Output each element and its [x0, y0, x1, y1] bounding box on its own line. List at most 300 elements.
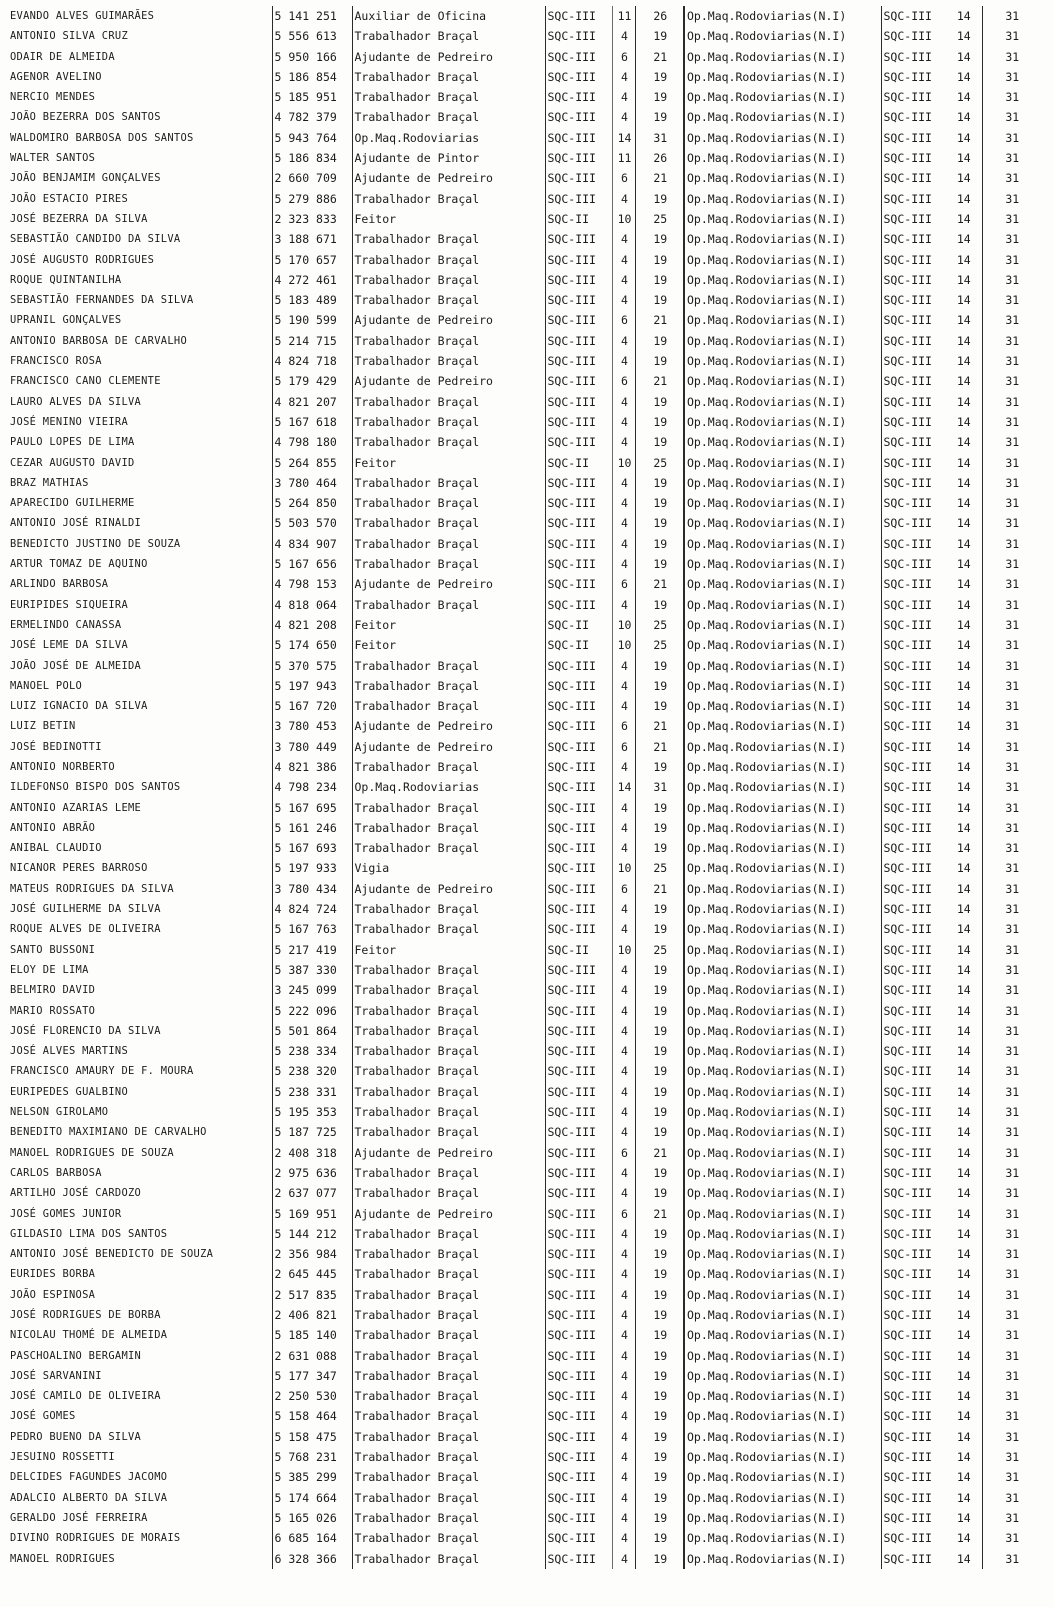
- current-grade-cell: 19: [635, 980, 684, 1000]
- new-position-cell: Op.Maq.Rodoviarias(N.I): [684, 371, 881, 391]
- new-grade-cell: 31: [982, 777, 1040, 797]
- registration-number-cell: 5 264 850: [272, 493, 352, 513]
- new-reference-cell: SQC-III: [881, 513, 944, 533]
- registration-number-cell: 6 328 366: [272, 1549, 352, 1569]
- current-grade-cell: 25: [635, 453, 684, 473]
- new-grade-cell: 31: [982, 209, 1040, 229]
- new-level-cell: 14: [956, 841, 971, 856]
- new-level-cell: 14: [956, 1145, 971, 1160]
- table-row: [8, 250, 1040, 270]
- employee-name-cell: WALTER SANTOS: [10, 152, 96, 165]
- employee-name-cell: JOSÉ RODRIGUES DE BORBA: [10, 1309, 161, 1321]
- new-position-cell: Op.Maq.Rodoviarias(N.I): [684, 331, 881, 351]
- current-level-cell: 4: [612, 392, 635, 412]
- current-position-cell: Ajudante de Pedreiro: [352, 737, 545, 757]
- new-grade-cell: 31: [982, 473, 1040, 493]
- registration-number-cell: 5 950 166: [272, 47, 352, 67]
- employee-name-cell: JOSÉ BEZERRA DA SILVA: [10, 212, 148, 225]
- registration-number-cell: 5 174 650: [272, 635, 352, 655]
- employee-name-cell: ANTONIO ABRÃO: [10, 821, 96, 834]
- personnel-table-body: [8, 6, 1040, 1569]
- new-position-cell: Op.Maq.Rodoviarias(N.I): [684, 250, 881, 270]
- new-position-cell: Op.Maq.Rodoviarias(N.I): [684, 67, 881, 87]
- new-grade-cell: 31: [982, 331, 1040, 351]
- current-reference-cell: SQC-III: [545, 554, 612, 574]
- new-grade-cell: 31: [982, 1508, 1040, 1528]
- current-level-cell: 4: [612, 1346, 635, 1366]
- current-reference-cell: SQC-III: [545, 168, 612, 188]
- new-level-cell: 14: [956, 1348, 971, 1363]
- current-level-cell: 4: [612, 1061, 635, 1081]
- current-grade-cell: 19: [635, 1082, 684, 1102]
- current-reference-cell: SQC-III: [545, 47, 612, 67]
- new-grade-cell: 31: [982, 1143, 1040, 1163]
- current-level-cell: 4: [612, 899, 635, 919]
- employee-name-cell: LUIZ BETIN: [10, 720, 76, 733]
- table-row: [8, 1163, 1040, 1183]
- registration-number-cell: 5 556 613: [272, 26, 352, 46]
- new-reference-cell: SQC-III: [881, 595, 944, 615]
- current-grade-cell: 19: [635, 513, 684, 533]
- employee-name-cell: JOSÉ FLORENCIO DA SILVA: [10, 1024, 161, 1037]
- new-level-cell: 14: [956, 638, 971, 653]
- current-level-cell: 4: [612, 1427, 635, 1447]
- current-reference-cell: SQC-II: [545, 615, 612, 635]
- registration-number-cell: 5 279 886: [272, 189, 352, 209]
- new-level-cell: 14: [956, 1125, 971, 1140]
- new-grade-cell: 31: [982, 1406, 1040, 1426]
- current-position-cell: Trabalhador Braçal: [352, 1488, 545, 1508]
- current-level-cell: 6: [612, 168, 635, 188]
- employee-name-cell: ANTONIO JOSÉ RINALDI: [10, 517, 142, 530]
- employee-name-cell: JOÃO ESTACIO PIRES: [10, 192, 129, 205]
- current-position-cell: Trabalhador Braçal: [352, 838, 545, 858]
- registration-number-cell: 4 821 208: [272, 615, 352, 635]
- new-position-cell: Op.Maq.Rodoviarias(N.I): [684, 1508, 881, 1528]
- new-reference-cell: SQC-III: [881, 270, 944, 290]
- new-reference-cell: SQC-III: [881, 696, 944, 716]
- current-reference-cell: SQC-III: [545, 1427, 612, 1447]
- current-level-cell: 4: [612, 1488, 635, 1508]
- table-row: [8, 209, 1040, 229]
- new-level-cell: 14: [956, 1510, 971, 1525]
- new-reference-cell: SQC-III: [881, 1041, 944, 1061]
- current-level-cell: 4: [612, 270, 635, 290]
- current-reference-cell: SQC-III: [545, 1285, 612, 1305]
- registration-number-cell: 4 272 461: [272, 270, 352, 290]
- table-row: [8, 858, 1040, 878]
- new-level-cell: 14: [956, 1267, 971, 1282]
- registration-number-cell: 4 821 207: [272, 392, 352, 412]
- current-grade-cell: 25: [635, 635, 684, 655]
- current-grade-cell: 19: [635, 1061, 684, 1081]
- registration-number-cell: 5 174 664: [272, 1488, 352, 1508]
- current-grade-cell: 19: [635, 960, 684, 980]
- table-row: [8, 1021, 1040, 1041]
- current-level-cell: 4: [612, 1447, 635, 1467]
- new-position-cell: Op.Maq.Rodoviarias(N.I): [684, 1386, 881, 1406]
- new-reference-cell: SQC-III: [881, 1183, 944, 1203]
- new-reference-cell: SQC-III: [881, 1001, 944, 1021]
- new-reference-cell: SQC-III: [881, 1244, 944, 1264]
- new-grade-cell: 31: [982, 351, 1040, 371]
- new-reference-cell: SQC-III: [881, 47, 944, 67]
- table-row: [8, 696, 1040, 716]
- current-position-cell: Ajudante de Pedreiro: [352, 310, 545, 330]
- employee-name-cell: LAURO ALVES DA SILVA: [10, 395, 142, 408]
- new-grade-cell: 31: [982, 493, 1040, 513]
- new-reference-cell: SQC-III: [881, 1264, 944, 1284]
- registration-number-cell: 2 645 445: [272, 1264, 352, 1284]
- table-row: [8, 1143, 1040, 1163]
- employee-name-cell: BENEDITO MAXIMIANO DE CARVALHO: [10, 1126, 207, 1139]
- current-grade-cell: 21: [635, 310, 684, 330]
- employee-name-cell: NERCIO MENDES: [10, 91, 96, 104]
- new-reference-cell: SQC-III: [881, 1488, 944, 1508]
- new-grade-cell: 31: [982, 574, 1040, 594]
- employee-name-cell: FRANCISCO ROSA: [10, 355, 102, 368]
- current-grade-cell: 26: [635, 6, 684, 26]
- table-row: [8, 1406, 1040, 1426]
- table-row: [8, 1001, 1040, 1021]
- new-grade-cell: 31: [982, 1041, 1040, 1061]
- new-level-cell: 14: [956, 962, 971, 977]
- employee-name-cell: DIVINO RODRIGUES DE MORAIS: [10, 1532, 181, 1545]
- current-grade-cell: 19: [635, 1001, 684, 1021]
- current-grade-cell: 19: [635, 1549, 684, 1569]
- current-level-cell: 4: [612, 1386, 635, 1406]
- current-position-cell: Trabalhador Braçal: [352, 26, 545, 46]
- current-position-cell: Trabalhador Braçal: [352, 899, 545, 919]
- table-row: [8, 777, 1040, 797]
- table-row: [8, 879, 1040, 899]
- registration-number-cell: 5 190 599: [272, 310, 352, 330]
- current-level-cell: 4: [612, 1001, 635, 1021]
- employee-name-cell: JOÃO JOSÉ DE ALMEIDA: [10, 659, 142, 672]
- new-level-cell: 14: [956, 942, 971, 957]
- new-position-cell: Op.Maq.Rodoviarias(N.I): [684, 87, 881, 107]
- current-grade-cell: 19: [635, 331, 684, 351]
- current-grade-cell: 19: [635, 1305, 684, 1325]
- current-position-cell: Op.Maq.Rodoviarias: [352, 128, 545, 148]
- new-level-cell: 14: [956, 516, 971, 531]
- new-position-cell: Op.Maq.Rodoviarias(N.I): [684, 1244, 881, 1264]
- new-position-cell: Op.Maq.Rodoviarias(N.I): [684, 432, 881, 452]
- new-reference-cell: SQC-III: [881, 818, 944, 838]
- new-position-cell: Op.Maq.Rodoviarias(N.I): [684, 1041, 881, 1061]
- employee-name-cell: ARLINDO BARBOSA: [10, 578, 109, 591]
- table-row: [8, 1204, 1040, 1224]
- current-grade-cell: 19: [635, 676, 684, 696]
- current-position-cell: Trabalhador Braçal: [352, 1406, 545, 1426]
- new-level-cell: 14: [956, 1003, 971, 1018]
- current-level-cell: 4: [612, 818, 635, 838]
- new-level-cell: 14: [956, 759, 971, 774]
- new-reference-cell: SQC-III: [881, 128, 944, 148]
- current-grade-cell: 19: [635, 798, 684, 818]
- new-level-cell: 14: [956, 1064, 971, 1079]
- current-position-cell: Trabalhador Braçal: [352, 432, 545, 452]
- current-level-cell: 4: [612, 1366, 635, 1386]
- current-reference-cell: SQC-III: [545, 148, 612, 168]
- current-level-cell: 4: [612, 412, 635, 432]
- registration-number-cell: 2 660 709: [272, 168, 352, 188]
- current-reference-cell: SQC-III: [545, 26, 612, 46]
- new-reference-cell: SQC-III: [881, 67, 944, 87]
- current-grade-cell: 31: [635, 128, 684, 148]
- employee-name-cell: FRANCISCO CANO CLEMENTE: [10, 375, 161, 388]
- table-row: [8, 513, 1040, 533]
- registration-number-cell: 4 798 180: [272, 432, 352, 452]
- current-level-cell: 6: [612, 574, 635, 594]
- new-grade-cell: 31: [982, 1204, 1040, 1224]
- registration-number-cell: 5 238 334: [272, 1041, 352, 1061]
- current-level-cell: 4: [612, 189, 635, 209]
- current-grade-cell: 31: [635, 777, 684, 797]
- new-reference-cell: SQC-III: [881, 250, 944, 270]
- current-grade-cell: 19: [635, 1244, 684, 1264]
- new-reference-cell: SQC-III: [881, 371, 944, 391]
- employee-name-cell: JOSÉ CAMILO DE OLIVEIRA: [10, 1390, 161, 1403]
- employee-name-cell: GERALDO JOSÉ FERREIRA: [10, 1511, 148, 1524]
- table-row: [8, 128, 1040, 148]
- current-grade-cell: 19: [635, 1041, 684, 1061]
- registration-number-cell: 5 144 212: [272, 1224, 352, 1244]
- employee-name-cell: JOSÉ AUGUSTO RODRIGUES: [10, 253, 155, 266]
- new-grade-cell: 31: [982, 879, 1040, 899]
- new-grade-cell: 31: [982, 635, 1040, 655]
- current-reference-cell: SQC-III: [545, 229, 612, 249]
- table-row: [8, 1224, 1040, 1244]
- new-level-cell: 14: [956, 110, 971, 125]
- new-level-cell: 14: [956, 1044, 971, 1059]
- current-position-cell: Trabalhador Braçal: [352, 960, 545, 980]
- new-level-cell: 14: [956, 699, 971, 714]
- new-position-cell: Op.Maq.Rodoviarias(N.I): [684, 980, 881, 1000]
- registration-number-cell: 5 264 855: [272, 453, 352, 473]
- table-row: [8, 26, 1040, 46]
- new-level-cell: 14: [956, 617, 971, 632]
- new-level-cell: 14: [956, 800, 971, 815]
- current-grade-cell: 19: [635, 1224, 684, 1244]
- new-reference-cell: SQC-III: [881, 1285, 944, 1305]
- table-row: [8, 1102, 1040, 1122]
- new-level-cell: 14: [956, 1165, 971, 1180]
- current-level-cell: 6: [612, 737, 635, 757]
- new-level-cell: 14: [956, 1308, 971, 1322]
- table-row: [8, 1183, 1040, 1203]
- registration-number-cell: 5 169 951: [272, 1204, 352, 1224]
- new-grade-cell: 31: [982, 250, 1040, 270]
- current-reference-cell: SQC-III: [545, 676, 612, 696]
- employee-name-cell: JOÃO ESPINOSA: [10, 1288, 96, 1301]
- new-grade-cell: 31: [982, 1488, 1040, 1508]
- new-level-cell: 14: [956, 49, 971, 64]
- table-row: [8, 676, 1040, 696]
- employee-name-cell: ARTUR TOMAZ DE AQUINO: [10, 558, 148, 571]
- current-level-cell: 4: [612, 1305, 635, 1325]
- new-grade-cell: 31: [982, 716, 1040, 736]
- new-grade-cell: 31: [982, 87, 1040, 107]
- current-position-cell: Trabalhador Braçal: [352, 189, 545, 209]
- current-reference-cell: SQC-III: [545, 1325, 612, 1345]
- employee-name-cell: SEBASTIÃO CANDIDO DA SILVA: [10, 233, 181, 246]
- new-level-cell: 14: [956, 1023, 971, 1038]
- current-position-cell: Trabalhador Braçal: [352, 554, 545, 574]
- current-reference-cell: SQC-II: [545, 453, 612, 473]
- new-level-cell: 14: [956, 394, 971, 409]
- new-grade-cell: 31: [982, 6, 1040, 26]
- table-row: [8, 189, 1040, 209]
- new-level-cell: 14: [956, 1287, 971, 1302]
- registration-number-cell: 2 408 318: [272, 1143, 352, 1163]
- new-grade-cell: 31: [982, 1325, 1040, 1345]
- current-grade-cell: 19: [635, 189, 684, 209]
- current-level-cell: 4: [612, 1102, 635, 1122]
- new-level-cell: 14: [956, 1450, 971, 1465]
- registration-number-cell: 5 167 618: [272, 412, 352, 432]
- current-reference-cell: SQC-III: [545, 960, 612, 980]
- new-level-cell: 14: [956, 1409, 971, 1424]
- new-level-cell: 14: [956, 1368, 971, 1383]
- new-position-cell: Op.Maq.Rodoviarias(N.I): [684, 1183, 881, 1203]
- registration-number-cell: 5 186 854: [272, 67, 352, 87]
- new-reference-cell: SQC-III: [881, 1427, 944, 1447]
- new-position-cell: Op.Maq.Rodoviarias(N.I): [684, 351, 881, 371]
- current-position-cell: Trabalhador Braçal: [352, 351, 545, 371]
- current-grade-cell: 19: [635, 656, 684, 676]
- current-position-cell: Trabalhador Braçal: [352, 1082, 545, 1102]
- new-reference-cell: SQC-III: [881, 432, 944, 452]
- employee-name-cell: FRANCISCO AMAURY DE F. MOURA: [10, 1065, 194, 1078]
- registration-number-cell: 5 768 231: [272, 1447, 352, 1467]
- new-reference-cell: SQC-III: [881, 534, 944, 554]
- current-reference-cell: SQC-III: [545, 1061, 612, 1081]
- new-level-cell: 14: [956, 435, 971, 450]
- current-position-cell: Trabalhador Braçal: [352, 473, 545, 493]
- new-grade-cell: 31: [982, 1082, 1040, 1102]
- new-level-cell: 14: [956, 739, 971, 754]
- employee-name-cell: MANOEL RODRIGUES DE SOUZA: [10, 1146, 174, 1159]
- new-reference-cell: SQC-III: [881, 899, 944, 919]
- new-level-cell: 14: [956, 151, 971, 166]
- current-position-cell: Trabalhador Braçal: [352, 1305, 545, 1325]
- table-row: [8, 818, 1040, 838]
- new-position-cell: Op.Maq.Rodoviarias(N.I): [684, 554, 881, 574]
- current-position-cell: Trabalhador Braçal: [352, 595, 545, 615]
- current-grade-cell: 25: [635, 615, 684, 635]
- table-row: [8, 351, 1040, 371]
- new-position-cell: Op.Maq.Rodoviarias(N.I): [684, 1204, 881, 1224]
- current-grade-cell: 19: [635, 1021, 684, 1041]
- new-position-cell: Op.Maq.Rodoviarias(N.I): [684, 595, 881, 615]
- new-position-cell: Op.Maq.Rodoviarias(N.I): [684, 453, 881, 473]
- new-reference-cell: SQC-III: [881, 107, 944, 127]
- new-reference-cell: SQC-III: [881, 716, 944, 736]
- current-grade-cell: 19: [635, 838, 684, 858]
- current-reference-cell: SQC-III: [545, 1346, 612, 1366]
- new-position-cell: Op.Maq.Rodoviarias(N.I): [684, 1264, 881, 1284]
- new-position-cell: Op.Maq.Rodoviarias(N.I): [684, 209, 881, 229]
- table-row: [8, 798, 1040, 818]
- employee-name-cell: ARTILHO JOSÉ CARDOZO: [10, 1187, 142, 1200]
- current-level-cell: 10: [612, 453, 635, 473]
- new-position-cell: Op.Maq.Rodoviarias(N.I): [684, 1163, 881, 1183]
- current-reference-cell: SQC-III: [545, 1082, 612, 1102]
- current-grade-cell: 19: [635, 818, 684, 838]
- new-level-cell: 14: [956, 881, 971, 896]
- new-position-cell: Op.Maq.Rodoviarias(N.I): [684, 148, 881, 168]
- new-reference-cell: SQC-III: [881, 1204, 944, 1224]
- current-position-cell: Trabalhador Braçal: [352, 798, 545, 818]
- current-position-cell: Trabalhador Braçal: [352, 87, 545, 107]
- current-grade-cell: 19: [635, 1447, 684, 1467]
- registration-number-cell: 3 780 434: [272, 879, 352, 899]
- new-grade-cell: 31: [982, 534, 1040, 554]
- new-position-cell: Op.Maq.Rodoviarias(N.I): [684, 838, 881, 858]
- new-level-cell: 14: [956, 475, 971, 490]
- current-grade-cell: 21: [635, 574, 684, 594]
- new-reference-cell: SQC-III: [881, 6, 944, 26]
- current-grade-cell: 25: [635, 858, 684, 878]
- current-reference-cell: SQC-III: [545, 1204, 612, 1224]
- table-row: [8, 554, 1040, 574]
- new-grade-cell: 31: [982, 656, 1040, 676]
- employee-name-cell: ANTONIO SILVA CRUZ: [10, 30, 129, 43]
- new-grade-cell: 31: [982, 107, 1040, 127]
- table-row: [8, 574, 1040, 594]
- new-grade-cell: 31: [982, 412, 1040, 432]
- current-level-cell: 4: [612, 1528, 635, 1548]
- registration-number-cell: 5 183 489: [272, 290, 352, 310]
- current-grade-cell: 19: [635, 493, 684, 513]
- new-grade-cell: 31: [982, 1528, 1040, 1548]
- new-position-cell: Op.Maq.Rodoviarias(N.I): [684, 1325, 881, 1345]
- new-grade-cell: 31: [982, 371, 1040, 391]
- current-grade-cell: 19: [635, 26, 684, 46]
- new-position-cell: Op.Maq.Rodoviarias(N.I): [684, 635, 881, 655]
- current-grade-cell: 19: [635, 1508, 684, 1528]
- new-grade-cell: 31: [982, 432, 1040, 452]
- employee-name-cell: JOSÉ GOMES: [10, 1410, 76, 1423]
- registration-number-cell: 3 780 453: [272, 716, 352, 736]
- new-grade-cell: 31: [982, 453, 1040, 473]
- current-position-cell: Feitor: [352, 615, 545, 635]
- registration-number-cell: 5 943 764: [272, 128, 352, 148]
- registration-number-cell: 5 385 299: [272, 1467, 352, 1487]
- current-reference-cell: SQC-III: [545, 1264, 612, 1284]
- new-position-cell: Op.Maq.Rodoviarias(N.I): [684, 818, 881, 838]
- new-reference-cell: SQC-III: [881, 87, 944, 107]
- current-position-cell: Trabalhador Braçal: [352, 229, 545, 249]
- new-position-cell: Op.Maq.Rodoviarias(N.I): [684, 1021, 881, 1041]
- current-position-cell: Trabalhador Braçal: [352, 331, 545, 351]
- new-grade-cell: 31: [982, 940, 1040, 960]
- current-position-cell: Trabalhador Braçal: [352, 513, 545, 533]
- current-position-cell: Trabalhador Braçal: [352, 1325, 545, 1345]
- current-level-cell: 4: [612, 1021, 635, 1041]
- new-grade-cell: 31: [982, 595, 1040, 615]
- new-position-cell: Op.Maq.Rodoviarias(N.I): [684, 473, 881, 493]
- current-reference-cell: SQC-III: [545, 879, 612, 899]
- current-grade-cell: 19: [635, 1264, 684, 1284]
- employee-name-cell: JOÃO BENJAMIM GONÇALVES: [10, 172, 161, 185]
- current-reference-cell: SQC-III: [545, 534, 612, 554]
- new-level-cell: 14: [956, 902, 971, 917]
- new-level-cell: 14: [956, 658, 971, 673]
- current-reference-cell: SQC-III: [545, 432, 612, 452]
- employee-name-cell: WALDOMIRO BARBOSA DOS SANTOS: [10, 131, 194, 144]
